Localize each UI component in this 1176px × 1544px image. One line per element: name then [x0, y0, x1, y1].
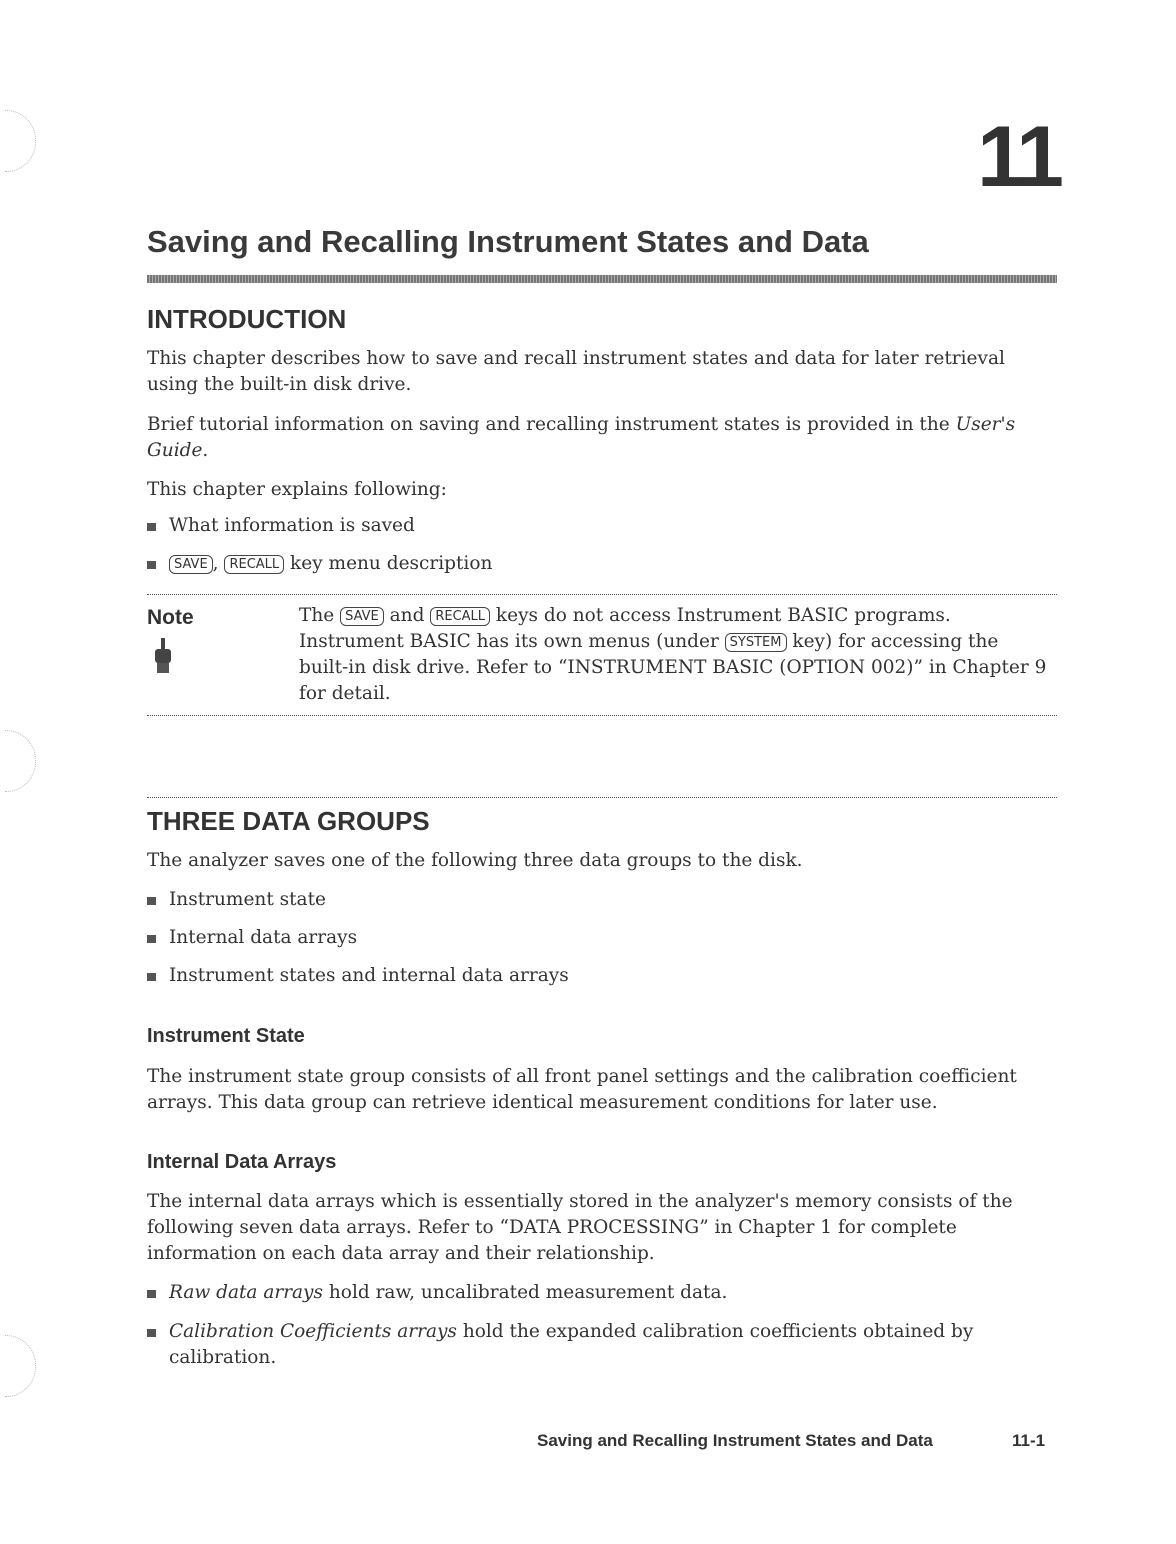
binder-hole [5, 1335, 36, 1397]
internal-data-arrays-heading: Internal Data Arrays [147, 1151, 337, 1173]
note-text: The SAVE and RECALL keys do not access Instrument BASIC programs. Instrument BASIC has its own menus (under SYSTEM key) for accessing the built-in disk drive. Refer to “INSTRUMENT BASIC (OPTION 002)” in Chapter 9 for detail. [299, 605, 1047, 704]
list-item: Instrument state [147, 887, 1039, 913]
pointing-hand-icon [152, 638, 174, 678]
binder-hole [5, 730, 36, 792]
three-groups-intro: The analyzer saves one of the following three data groups to the disk. [147, 850, 803, 871]
chapter-title: Saving and Recalling Instrument States and Data [147, 224, 869, 259]
three-data-groups-heading: THREE DATA GROUPS [147, 806, 430, 836]
list-item: What information is saved [147, 513, 1039, 539]
system-key: SYSTEM [725, 633, 787, 652]
save-key: SAVE [169, 555, 213, 574]
note-bottom-divider [147, 715, 1057, 716]
instrument-state-heading: Instrument State [147, 1025, 305, 1047]
recall-key: RECALL [430, 607, 490, 626]
section-divider [147, 797, 1057, 798]
internal-data-arrays-text: The internal data arrays which is essentially stored in the analyzer's memory consists of the following seven data arrays. Refer to “DATA PROCESSING” in Chapter 1 for complete information on each data array and their relationship. [147, 1191, 1013, 1264]
note-label: Note [147, 606, 194, 629]
recall-key: RECALL [224, 555, 284, 574]
intro-paragraph-1: This chapter describes how to save and recall instrument states and data for later retrieval using the built-in disk drive. [147, 348, 1005, 395]
list-item: Raw data arrays hold raw, uncalibrated measurement data. [147, 1280, 1039, 1306]
save-key: SAVE [340, 607, 384, 626]
list-item: SAVE , RECALL key menu description [147, 551, 1039, 577]
binder-hole [5, 110, 36, 172]
footer-title: Saving and Recalling Instrument States and Data [537, 1431, 933, 1450]
list-item: Calibration Coefficients arrays hold the expanded calibration coefficients obtained by calibration. [147, 1319, 1039, 1371]
note-top-divider [147, 594, 1057, 595]
page-number: 11-1 [1012, 1431, 1046, 1450]
list-item: Internal data arrays [147, 925, 1039, 951]
introduction-heading: INTRODUCTION [147, 304, 347, 334]
intro-paragraph-3: This chapter explains following: [147, 479, 447, 500]
instrument-state-text: The instrument state group consists of all front panel settings and the calibration coefficient arrays. This data group can retrieve identical measurement conditions for later use. [147, 1066, 1017, 1113]
chapter-number: 11 [977, 109, 1060, 205]
title-rule [147, 275, 1057, 283]
list-item: Instrument states and internal data arrays [147, 963, 1039, 989]
intro-paragraph-2: Brief tutorial information on saving and recalling instrument states is provided in the User's Guide. [147, 414, 1016, 461]
